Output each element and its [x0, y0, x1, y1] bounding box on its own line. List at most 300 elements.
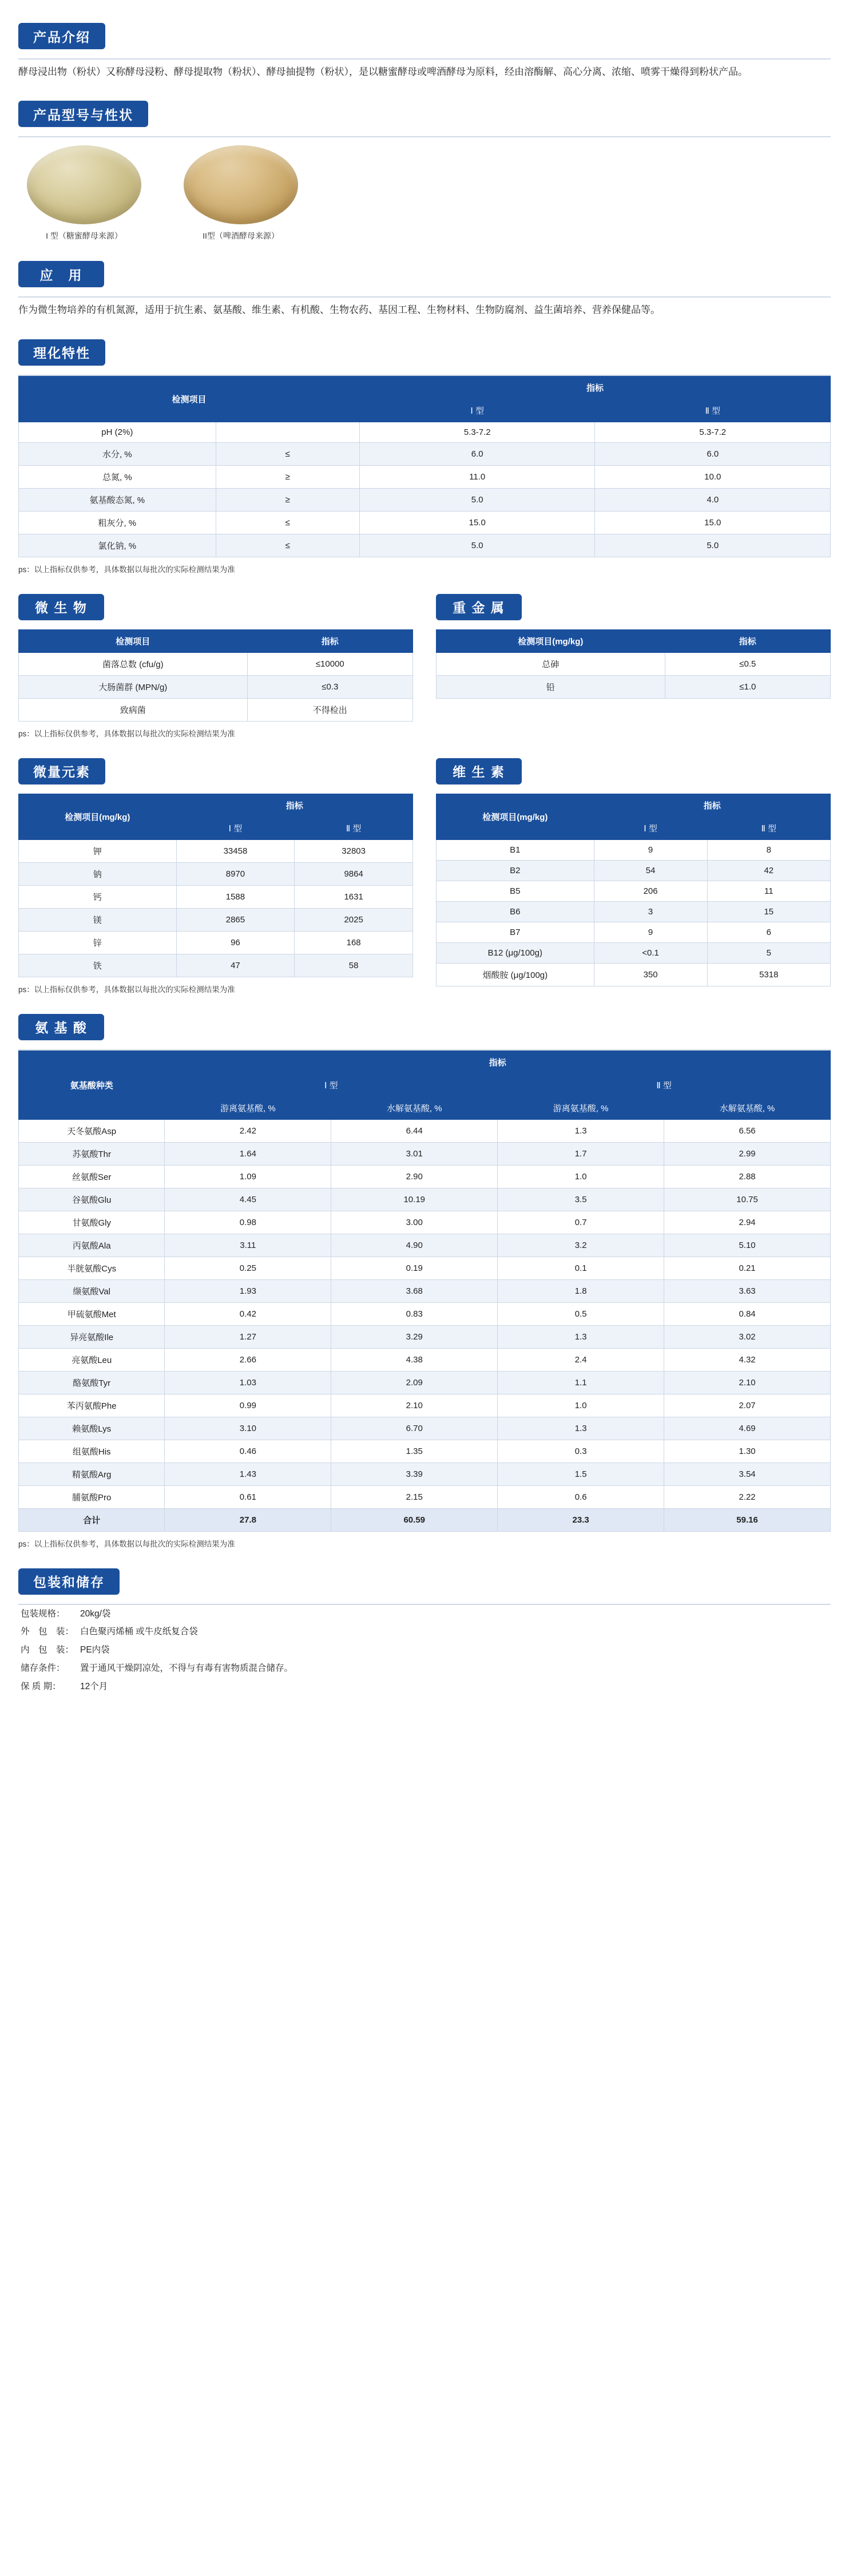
- cell-type2-hydro: 2.22: [664, 1485, 831, 1508]
- cell-type1-hydro: 4.90: [331, 1234, 498, 1257]
- cell-type1-free: 0.99: [165, 1394, 331, 1417]
- table-row: [19, 1394, 831, 1417]
- amino-col-type2: Ⅱ 型: [498, 1073, 831, 1096]
- section-product-models: [18, 101, 831, 241]
- amino-col-type2-hydro: 水解氨基酸, %: [664, 1096, 831, 1119]
- cell-type2: 15: [707, 901, 830, 922]
- cell-type2-free: 1.7: [498, 1142, 664, 1165]
- cell-type1-free: 3.10: [165, 1417, 331, 1440]
- table-row: [19, 1417, 831, 1440]
- cell-type2-hydro: 3.02: [664, 1325, 831, 1348]
- cell-type1-free: 0.98: [165, 1211, 331, 1234]
- cell-type1-hydro: 6.44: [331, 1119, 498, 1142]
- heading-divider: [18, 296, 831, 298]
- table-row: [19, 1188, 831, 1211]
- table-row: [19, 954, 413, 977]
- physchem-table: [18, 376, 831, 557]
- cell-total-type1-free: 27.8: [165, 1508, 331, 1531]
- cell-type1: 11.0: [359, 465, 595, 488]
- cell-type2: 15.0: [595, 511, 831, 534]
- table-row: [19, 1348, 831, 1371]
- section-heading-trace: [18, 758, 105, 784]
- physchem-table-body: [19, 422, 831, 557]
- cell-operator: [216, 422, 359, 442]
- amino-acids-table: [18, 1051, 831, 1532]
- packing-key: 储存条件：: [21, 1663, 65, 1673]
- cell-type2-hydro: 3.63: [664, 1279, 831, 1302]
- cell-type2: 5.0: [595, 534, 831, 557]
- section-heading-application-label: 应 用: [18, 261, 104, 287]
- cell-name: 菌落总数 (cfu/g): [19, 652, 248, 675]
- section-vitamins: [436, 758, 831, 986]
- application-paragraph: 作为微生物培养的有机氮源，适用于抗生素、氨基酸、维生素、有机酸、生物农药、基因工程、生物材料、生物防腐剂、益生菌培养、营养保健品等。: [18, 304, 660, 316]
- cell-type1-hydro: 6.70: [331, 1417, 498, 1440]
- cell-total-type2-hydro: 59.16: [664, 1508, 831, 1531]
- product-sample-row: [18, 137, 831, 241]
- cell-type2: 2025: [295, 908, 413, 931]
- cell-type1: 6.0: [359, 442, 595, 465]
- intro-paragraph: 酵母浸出物（粉状）又称酵母浸粉、酵母提取物（粉状）、酵母抽提物（粉状），是以糖蜜酵母或啤酒酵母为原料，经由溶酶解、高心分离、浓缩、喷雾干燥得到粉状产品。: [18, 66, 748, 77]
- cell-type1-free: 0.61: [165, 1485, 331, 1508]
- cell-type1: 9: [594, 839, 707, 860]
- cell-name: 半胱氨酸Cys: [19, 1257, 165, 1279]
- table-row: [19, 1234, 831, 1257]
- section-product-intro: [18, 23, 831, 81]
- cell-name: 粗灰分, %: [19, 511, 216, 534]
- cell-name: B5: [437, 881, 594, 901]
- table-row: [19, 698, 413, 721]
- packing-row: [21, 1641, 831, 1659]
- cell-type1-hydro: 3.39: [331, 1463, 498, 1485]
- table-row: [19, 1211, 831, 1234]
- table-row: [19, 1165, 831, 1188]
- table-row: [19, 839, 413, 862]
- cell-type2: 11: [707, 881, 830, 901]
- trace-elements-note: ps：以上指标仅供参考，具体数据以每批次的实际检测结果为准: [18, 985, 235, 994]
- heavy-col-index: 指标: [665, 629, 830, 652]
- packing-row: [21, 1623, 831, 1641]
- table-row: [19, 1440, 831, 1463]
- table-row: [437, 963, 831, 986]
- cell-type2: 8: [707, 839, 830, 860]
- cell-type1: 9: [594, 922, 707, 942]
- cell-name: 天冬氨酸Asp: [19, 1119, 165, 1142]
- microbiology-note: ps：以上指标仅供参考，具体数据以每批次的实际检测结果为准: [18, 729, 235, 738]
- product-sample-type2: [181, 145, 301, 241]
- cell-name: 氨基酸态氮, %: [19, 488, 216, 511]
- cell-type2-hydro: 2.10: [664, 1371, 831, 1394]
- cell-type2-free: 1.5: [498, 1463, 664, 1485]
- cell-type2-hydro: 4.32: [664, 1348, 831, 1371]
- cell-type1-hydro: 2.15: [331, 1485, 498, 1508]
- cell-name: B6: [437, 901, 594, 922]
- table-row: [19, 1485, 831, 1508]
- cell-type2-free: 0.1: [498, 1257, 664, 1279]
- table-row: [19, 862, 413, 885]
- cell-name: 赖氨酸Lys: [19, 1417, 165, 1440]
- cell-value: ≤10000: [247, 652, 412, 675]
- heavy-metals-table-body: [437, 652, 831, 698]
- section-heading-amino-label: 氨 基 酸: [18, 1014, 104, 1040]
- section-heading-models-label: 产品型号与性状: [18, 101, 148, 127]
- cell-type2: 5.3-7.2: [595, 422, 831, 442]
- section-heading-intro: [18, 23, 105, 49]
- section-micro-heavy: [18, 594, 831, 739]
- cell-type2: 5318: [707, 963, 830, 986]
- section-application: [18, 261, 831, 319]
- packing-key: 保 质 期：: [21, 1681, 61, 1691]
- physchem-col-item: 检测项目: [19, 376, 360, 422]
- cell-name: 钠: [19, 862, 177, 885]
- cell-name: 缬氨酸Val: [19, 1279, 165, 1302]
- table-row: [437, 839, 831, 860]
- cell-type2-hydro: 2.88: [664, 1165, 831, 1188]
- cell-type2-free: 1.3: [498, 1119, 664, 1142]
- cell-type2-free: 1.3: [498, 1417, 664, 1440]
- cell-type2-hydro: 6.56: [664, 1119, 831, 1142]
- cell-type1: 33458: [176, 839, 295, 862]
- packing-key: 包装规格：: [21, 1608, 65, 1619]
- product-sample-type1-caption: I 型（糖蜜酵母来源）: [46, 231, 122, 241]
- cell-name: 甘氨酸Gly: [19, 1211, 165, 1234]
- cell-type1-hydro: 4.38: [331, 1348, 498, 1371]
- cell-type1: 206: [594, 881, 707, 901]
- micro-col-index: 指标: [247, 629, 412, 652]
- cell-name: 苏氨酸Thr: [19, 1142, 165, 1165]
- table-row: [19, 1279, 831, 1302]
- cell-name: 烟酸胺 (μg/100g): [437, 963, 594, 986]
- cell-type2-free: 1.1: [498, 1371, 664, 1394]
- cell-name: B7: [437, 922, 594, 942]
- cell-type2: 5: [707, 942, 830, 963]
- cell-type2: 6: [707, 922, 830, 942]
- cell-type1-free: 0.25: [165, 1257, 331, 1279]
- cell-type1-free: 4.45: [165, 1188, 331, 1211]
- cell-type1-free: 1.43: [165, 1463, 331, 1485]
- section-packing-storage: [18, 1568, 831, 1696]
- trace-col-index: 指标: [176, 794, 412, 817]
- cell-type2-free: 0.5: [498, 1302, 664, 1325]
- section-heading-physchem: [18, 339, 105, 366]
- cell-type1: 54: [594, 860, 707, 881]
- section-heading-vitamin: [436, 758, 522, 784]
- physchem-note: ps：以上指标仅供参考，具体数据以每批次的实际检测结果为准: [18, 565, 235, 574]
- trace-elements-table-body: [19, 839, 413, 977]
- cell-name: 谷氨酸Glu: [19, 1188, 165, 1211]
- micro-col-item: 检测项目: [19, 629, 248, 652]
- cell-type2-hydro: 5.10: [664, 1234, 831, 1257]
- cell-type1-free: 0.42: [165, 1302, 331, 1325]
- cell-name: 苯丙氨酸Phe: [19, 1394, 165, 1417]
- cell-type1-hydro: 3.00: [331, 1211, 498, 1234]
- table-row: [19, 534, 831, 557]
- vitamin-col-index: 指标: [594, 794, 830, 817]
- powder-sample-icon: [184, 145, 298, 224]
- cell-value: 不得检出: [247, 698, 412, 721]
- cell-type1-hydro: 2.90: [331, 1165, 498, 1188]
- cell-type1: 47: [176, 954, 295, 977]
- cell-type1: 2865: [176, 908, 295, 931]
- section-heading-heavy: [436, 594, 522, 620]
- cell-name: 异亮氨酸Ile: [19, 1325, 165, 1348]
- table-row: [437, 901, 831, 922]
- cell-name: 镁: [19, 908, 177, 931]
- cell-name: 铁: [19, 954, 177, 977]
- cell-name: 锌: [19, 931, 177, 954]
- cell-type1: 5.0: [359, 488, 595, 511]
- cell-type1-hydro: 0.83: [331, 1302, 498, 1325]
- table-row: [19, 652, 413, 675]
- table-row: [19, 1371, 831, 1394]
- cell-value: ≤0.5: [665, 652, 830, 675]
- packing-row: [21, 1659, 831, 1678]
- cell-type1: 3: [594, 901, 707, 922]
- cell-type2-free: 1.0: [498, 1394, 664, 1417]
- cell-type2-hydro: 2.99: [664, 1142, 831, 1165]
- cell-type2-hydro: 2.07: [664, 1394, 831, 1417]
- section-physicochemical: [18, 339, 831, 574]
- powder-sample-icon: [27, 145, 141, 224]
- cell-type2-free: 0.7: [498, 1211, 664, 1234]
- table-row-total: [19, 1508, 831, 1531]
- vitamin-col-item: 检测项目(mg/kg): [437, 794, 594, 839]
- cell-name: 氯化钠, %: [19, 534, 216, 557]
- cell-name: 精氨酸Arg: [19, 1463, 165, 1485]
- section-heading-micro-label: 微 生 物: [18, 594, 104, 620]
- cell-type1: 5.3-7.2: [359, 422, 595, 442]
- heading-divider: [18, 58, 831, 60]
- cell-type2-free: 1.0: [498, 1165, 664, 1188]
- table-row: [19, 1302, 831, 1325]
- cell-operator: ≤: [216, 442, 359, 465]
- vitamin-col-type2: Ⅱ 型: [707, 817, 830, 839]
- table-row: [19, 511, 831, 534]
- table-row: [437, 942, 831, 963]
- section-heading-models: [18, 101, 148, 127]
- cell-type1-hydro: 1.35: [331, 1440, 498, 1463]
- amino-acids-table-total: [19, 1508, 831, 1531]
- table-row: [19, 908, 413, 931]
- cell-type2-free: 2.4: [498, 1348, 664, 1371]
- cell-type1-free: 2.42: [165, 1119, 331, 1142]
- cell-type2-hydro: 0.84: [664, 1302, 831, 1325]
- cell-type1-hydro: 3.68: [331, 1279, 498, 1302]
- cell-type1-free: 1.09: [165, 1165, 331, 1188]
- cell-name: 总氮, %: [19, 465, 216, 488]
- cell-name: 钾: [19, 839, 177, 862]
- cell-type1: <0.1: [594, 942, 707, 963]
- cell-name: 甲硫氨酸Met: [19, 1302, 165, 1325]
- cell-type2-hydro: 10.75: [664, 1188, 831, 1211]
- packing-row: [21, 1605, 831, 1623]
- cell-type2-hydro: 3.54: [664, 1463, 831, 1485]
- table-row: [19, 1142, 831, 1165]
- amino-acids-table-body: [19, 1119, 831, 1508]
- cell-type1-free: 1.64: [165, 1142, 331, 1165]
- packing-value: 置于通风干燥阴凉处，不得与有毒有害物质混合储存。: [80, 1663, 293, 1673]
- section-heading-amino: [18, 1014, 104, 1040]
- section-amino-acids: [18, 1014, 831, 1549]
- trace-col-type2: Ⅱ 型: [295, 817, 413, 839]
- cell-operator: ≥: [216, 488, 359, 511]
- table-row: [437, 860, 831, 881]
- vitamin-col-type1: Ⅰ 型: [594, 817, 707, 839]
- cell-type2-hydro: 4.69: [664, 1417, 831, 1440]
- section-heading-trace-label: 微量元素: [18, 758, 105, 784]
- table-row: [19, 675, 413, 698]
- trace-col-item: 检测项目(mg/kg): [19, 794, 177, 839]
- cell-type2: 10.0: [595, 465, 831, 488]
- cell-type1: 8970: [176, 862, 295, 885]
- section-trace-elements: [18, 758, 413, 994]
- cell-name: 组氨酸His: [19, 1440, 165, 1463]
- cell-name: 铅: [437, 675, 665, 698]
- section-heavy-metals: [436, 594, 831, 699]
- cell-value: ≤0.3: [247, 675, 412, 698]
- cell-name: 丝氨酸Ser: [19, 1165, 165, 1188]
- cell-name: 钙: [19, 885, 177, 908]
- physchem-col-index: 指标: [359, 376, 830, 399]
- amino-col-type1: Ⅰ 型: [165, 1073, 498, 1096]
- packing-row: [21, 1678, 831, 1696]
- table-row: [19, 422, 831, 442]
- cell-name: 亮氨酸Leu: [19, 1348, 165, 1371]
- section-heading-packing-label: 包装和储存: [18, 1568, 120, 1595]
- packing-value: 12个月: [80, 1681, 108, 1691]
- physchem-col-type1: Ⅰ 型: [359, 399, 595, 422]
- cell-type2-free: 0.3: [498, 1440, 664, 1463]
- cell-name: 大肠菌群 (MPN/g): [19, 675, 248, 698]
- cell-type2: 168: [295, 931, 413, 954]
- packing-value: 20kg/袋: [80, 1608, 111, 1619]
- table-row: [19, 465, 831, 488]
- product-sample-type2-caption: II型（啤酒酵母来源）: [203, 231, 279, 241]
- table-row: [19, 488, 831, 511]
- cell-value: ≤1.0: [665, 675, 830, 698]
- cell-total-label: 合计: [19, 1508, 165, 1531]
- cell-type2-free: 1.8: [498, 1279, 664, 1302]
- table-row: [19, 1325, 831, 1348]
- section-heading-application: [18, 261, 104, 287]
- packing-key: 内 包 装：: [21, 1645, 74, 1655]
- cell-type2-free: 1.3: [498, 1325, 664, 1348]
- table-row: [437, 881, 831, 901]
- heavy-metals-table: [436, 629, 831, 699]
- heavy-col-item: 检测项目(mg/kg): [437, 629, 665, 652]
- microbiology-table: [18, 629, 413, 722]
- cell-type1: 5.0: [359, 534, 595, 557]
- cell-type2: 32803: [295, 839, 413, 862]
- trace-elements-table: [18, 794, 413, 977]
- vitamins-table-body: [437, 839, 831, 986]
- microbiology-table-body: [19, 652, 413, 721]
- cell-type2: 9864: [295, 862, 413, 885]
- cell-type2: 6.0: [595, 442, 831, 465]
- cell-name: 丙氨酸Ala: [19, 1234, 165, 1257]
- cell-type2-hydro: 1.30: [664, 1440, 831, 1463]
- cell-type2-hydro: 2.94: [664, 1211, 831, 1234]
- table-row: [19, 885, 413, 908]
- cell-name: B1: [437, 839, 594, 860]
- cell-type1-hydro: 3.29: [331, 1325, 498, 1348]
- cell-type2: 1631: [295, 885, 413, 908]
- section-heading-packing: [18, 1568, 120, 1595]
- table-row: [19, 1463, 831, 1485]
- cell-type2-free: 0.6: [498, 1485, 664, 1508]
- table-row: [437, 675, 831, 698]
- amino-col-type1-free: 游离氨基酸, %: [165, 1096, 331, 1119]
- section-heading-micro: [18, 594, 104, 620]
- cell-name: 致病菌: [19, 698, 248, 721]
- cell-type1-hydro: 2.09: [331, 1371, 498, 1394]
- cell-type2-hydro: 0.21: [664, 1257, 831, 1279]
- cell-name: 总砷: [437, 652, 665, 675]
- product-sample-type1: [24, 145, 144, 241]
- cell-type1-free: 1.03: [165, 1371, 331, 1394]
- cell-type1-hydro: 2.10: [331, 1394, 498, 1417]
- table-row: [19, 931, 413, 954]
- cell-type1-hydro: 3.01: [331, 1142, 498, 1165]
- section-heading-heavy-label: 重 金 属: [436, 594, 522, 620]
- packing-details: [18, 1605, 831, 1696]
- cell-type1: 96: [176, 931, 295, 954]
- cell-total-type1-hydro: 60.59: [331, 1508, 498, 1531]
- cell-name: 脯氨酸Pro: [19, 1485, 165, 1508]
- cell-operator: ≤: [216, 511, 359, 534]
- cell-name: 水分, %: [19, 442, 216, 465]
- section-microbiology: [18, 594, 413, 739]
- cell-type1-free: 0.46: [165, 1440, 331, 1463]
- cell-name: 酪氨酸Tyr: [19, 1371, 165, 1394]
- cell-type2: 42: [707, 860, 830, 881]
- cell-type2: 58: [295, 954, 413, 977]
- packing-value: 白色聚丙烯桶 或牛皮纸复合袋: [80, 1627, 198, 1637]
- cell-type1: 15.0: [359, 511, 595, 534]
- cell-type1-hydro: 0.19: [331, 1257, 498, 1279]
- cell-name: B2: [437, 860, 594, 881]
- table-row: [437, 922, 831, 942]
- section-heading-intro-label: 产品介绍: [18, 23, 105, 49]
- cell-name: B12 (μg/100g): [437, 942, 594, 963]
- cell-type2-free: 3.2: [498, 1234, 664, 1257]
- amino-acids-note: ps：以上指标仅供参考，具体数据以每批次的实际检测结果为准: [18, 1539, 235, 1548]
- cell-type1-hydro: 10.19: [331, 1188, 498, 1211]
- amino-col-type1-hydro: 水解氨基酸, %: [331, 1096, 498, 1119]
- table-row: [19, 1119, 831, 1142]
- cell-type1-free: 2.66: [165, 1348, 331, 1371]
- table-row: [19, 1257, 831, 1279]
- cell-type1-free: 1.27: [165, 1325, 331, 1348]
- cell-type2: 4.0: [595, 488, 831, 511]
- packing-key: 外 包 装：: [21, 1627, 74, 1637]
- cell-type1-free: 3.11: [165, 1234, 331, 1257]
- section-heading-vitamin-label: 维 生 素: [436, 758, 522, 784]
- packing-value: PE内袋: [80, 1645, 110, 1655]
- cell-type1-free: 1.93: [165, 1279, 331, 1302]
- cell-type1: 350: [594, 963, 707, 986]
- amino-col-type2-free: 游离氨基酸, %: [498, 1096, 664, 1119]
- vitamins-table: [436, 794, 831, 986]
- amino-col-item: 氨基酸种类: [19, 1051, 165, 1119]
- cell-type2-free: 3.5: [498, 1188, 664, 1211]
- cell-operator: ≤: [216, 534, 359, 557]
- section-trace-vitamin: [18, 758, 831, 994]
- cell-operator: ≥: [216, 465, 359, 488]
- section-heading-physchem-label: 理化特性: [18, 339, 105, 366]
- table-row: [19, 442, 831, 465]
- physchem-col-type2: Ⅱ 型: [595, 399, 831, 422]
- amino-col-index: 指标: [165, 1051, 831, 1073]
